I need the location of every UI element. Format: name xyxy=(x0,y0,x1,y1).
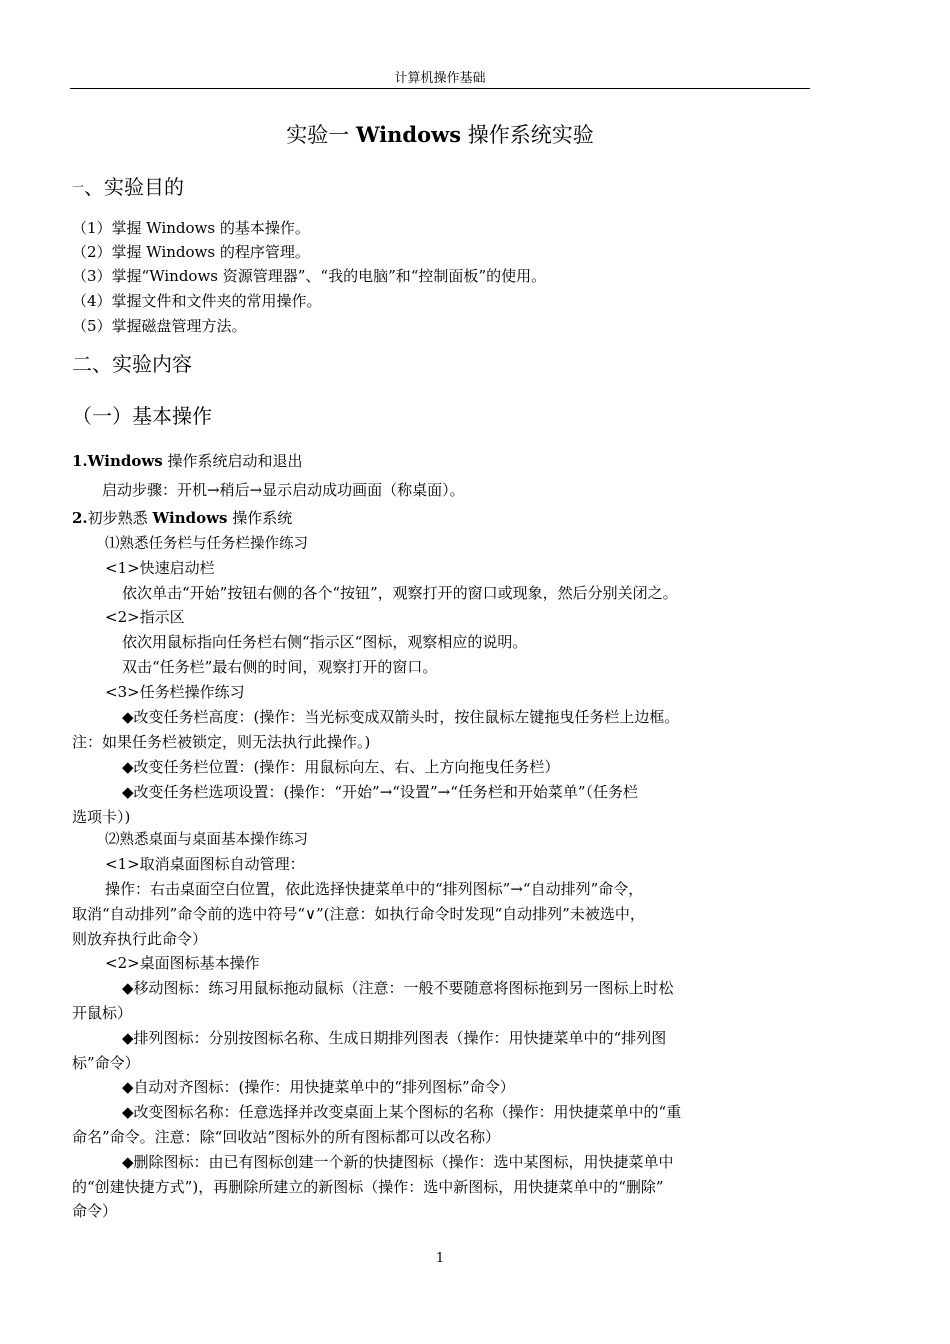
section-title: 、实验目的 xyxy=(84,175,185,199)
running-header: 计算机操作基础 xyxy=(394,71,486,86)
text-line: <2>指示区 xyxy=(105,608,185,626)
text-line: ◆改变图标名称：任意选择并改变桌面上某个图标的名称（操作：用快捷菜单中的“重 xyxy=(122,1103,682,1121)
section-number: 一 xyxy=(72,180,85,194)
text-line: 依次用鼠标指向任务栏右侧“指示区“图标，观察相应的说明。 xyxy=(122,633,528,651)
item-number: 1.Windows xyxy=(72,452,163,470)
text-line: ◆改变任务栏位置：(操作：用鼠标向左、右、上方向拖曳任务栏） xyxy=(122,758,560,776)
objective-item: （2）掌握 Windows 的程序管理。 xyxy=(72,243,310,261)
text-line: 命令） xyxy=(72,1202,118,1220)
title-prefix: 实验一 xyxy=(286,123,356,147)
item-number: 2. xyxy=(72,509,88,527)
text-line: 选项卡）) xyxy=(72,808,131,826)
subsection-heading-basic: （一）基本操作 xyxy=(72,404,212,428)
text-line: <3>任务栏操作练习 xyxy=(105,683,245,701)
text-line: 双击“任务栏”最右侧的时间，观察打开的窗口。 xyxy=(122,658,438,676)
objective-item: （1）掌握 Windows 的基本操作。 xyxy=(72,219,310,237)
text-line: ◆自动对齐图标：(操作：用快捷菜单中的“排列图标”命令） xyxy=(122,1078,515,1096)
item-title-part: 操作系统 xyxy=(227,509,293,527)
text-line: 开鼠标） xyxy=(72,1004,133,1022)
text-line: 操作：右击桌面空白位置，依此选择快捷菜单中的“排列图标”→“自动排列”命令， xyxy=(105,880,644,898)
item-title: 操作系统启动和退出 xyxy=(162,452,303,470)
text-line: <1>取消桌面图标自动管理： xyxy=(105,855,305,873)
text-line: ◆改变任务栏选项设置：(操作：“开始”→“设置”→“任务栏和开始菜单”（任务栏 xyxy=(122,783,639,801)
subitem-desktop: ⑵熟悉桌面与桌面基本操作练习 xyxy=(105,832,308,848)
objective-item: （3）掌握“Windows 资源管理器”、“我的电脑”和“控制面板”的使用。 xyxy=(72,267,547,285)
item-heading-familiarize xyxy=(72,507,292,529)
text-line: ◆移动图标：练习用鼠标拖动鼠标（注意：一般不要随意将图标拖到另一图标上时松 xyxy=(122,979,674,997)
text-line: <1>快速启动栏 xyxy=(105,559,215,577)
subitem-taskbar: ⑴熟悉任务栏与任务栏操作练习 xyxy=(105,536,308,552)
text-line: 注：如果任务栏被锁定，则无法执行此操作。) xyxy=(72,733,371,751)
objective-item: （5）掌握磁盘管理方法。 xyxy=(72,317,247,335)
section-heading-purpose xyxy=(72,172,184,202)
text-line: ◆改变任务栏高度：(操作：当光标变成双箭头时，按住鼠标左键拖曳任务栏上边框。 xyxy=(122,708,680,726)
text-line: 命名”命令。注意：除“回收站”图标外的所有图标都可以改名称） xyxy=(72,1128,501,1146)
section-heading-content: 二、实验内容 xyxy=(72,352,192,376)
text-line: ◆排列图标：分别按图标名称、生成日期排列图表（操作：用快捷菜单中的“排列图 xyxy=(122,1029,667,1047)
text-line: 的“创建快捷方式”)，再删除所建立的新图标（操作：选中新图标，用快捷菜单中的“删除” xyxy=(72,1178,664,1196)
text-line: 标”命令） xyxy=(72,1054,140,1072)
text-line: ◆删除图标：由已有图标创建一个新的快捷图标（操作：选中某图标，用快捷菜单中 xyxy=(122,1153,674,1171)
text-line: <2>桌面图标基本操作 xyxy=(105,954,260,972)
page-number: 1 xyxy=(435,1251,445,1266)
objective-item: （4）掌握文件和文件夹的常用操作。 xyxy=(72,292,322,310)
text-line: 取消“自动排列”命令前的选中符号“∨”(注意：如执行命令时发现“自动排列”未被选中， xyxy=(72,905,645,923)
header-rule xyxy=(70,88,810,89)
title-suffix: 操作系统实验 xyxy=(461,123,594,147)
text-line: 依次单击“开始”按钮右侧的各个“按钮”，观察打开的窗口或现象，然后分别关闭之。 xyxy=(122,584,678,602)
item-heading-startup xyxy=(72,450,302,472)
startup-steps: 启动步骤：开机→稍后→显示启动成功画面（称桌面）。 xyxy=(102,481,465,499)
text-line: 则放弃执行此命令） xyxy=(72,930,208,948)
item-title-bold: Windows xyxy=(152,509,228,527)
document-title xyxy=(70,120,810,150)
title-latin: Windows xyxy=(355,122,462,147)
item-title-part: 初步熟悉 xyxy=(87,509,153,527)
